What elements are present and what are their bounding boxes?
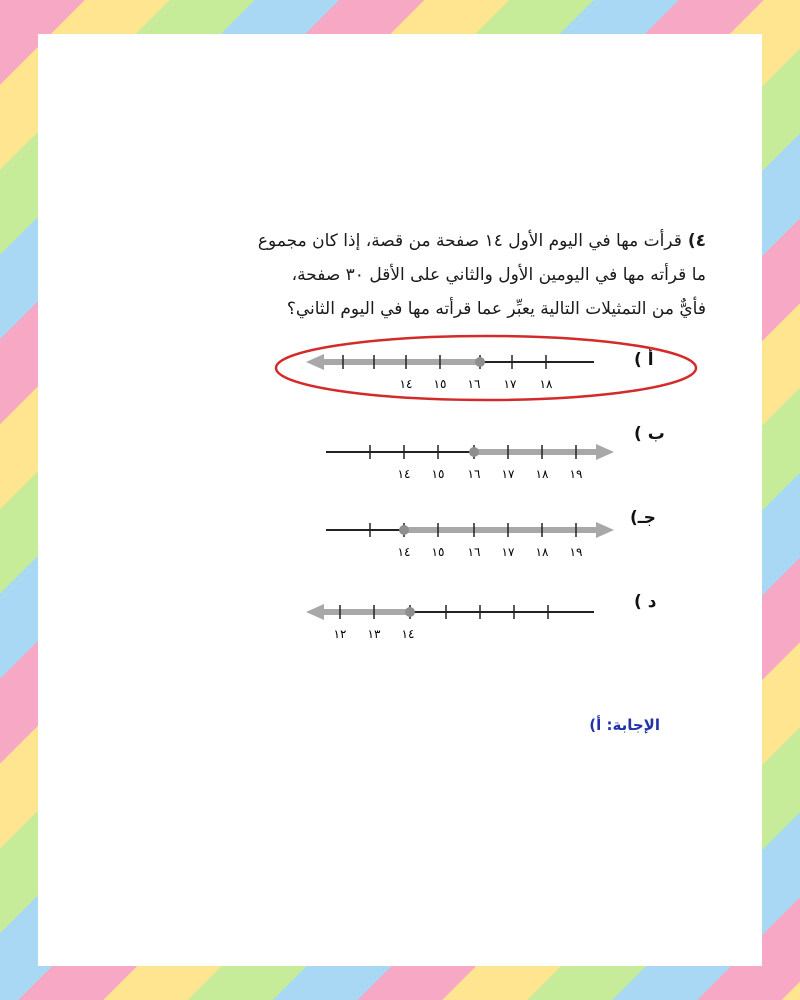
option-c-label: جـ) xyxy=(630,508,656,528)
number-line-a xyxy=(306,354,594,391)
closed-point-c xyxy=(399,525,409,535)
ray-arrow-a xyxy=(306,354,324,370)
tick-label: ١٦ xyxy=(467,545,481,559)
ray-arrow-c xyxy=(596,522,614,538)
answer-value: أ) xyxy=(589,716,602,734)
tick-label: ١٩ xyxy=(569,467,583,481)
tick-label: ١٨ xyxy=(535,467,549,481)
tick-label: ١٧ xyxy=(501,467,515,481)
answer-line xyxy=(500,716,660,734)
question-line-2: ما قرأته مها في اليومين الأول والثاني على الأقل ٣٠ صفحة، xyxy=(291,265,706,285)
tick-label: ١٩ xyxy=(569,545,583,559)
option-b-label: ب ) xyxy=(634,424,665,444)
number-line-d xyxy=(306,604,594,641)
tick-label: ١٢ xyxy=(333,627,347,641)
tick-label: ١٤ xyxy=(397,545,411,559)
answer-label: الإجابة: xyxy=(606,716,660,734)
closed-point-d xyxy=(405,607,415,617)
option-d-label: د ) xyxy=(634,592,657,612)
tick-label: ١٣ xyxy=(367,627,381,641)
closed-point-a xyxy=(475,357,485,367)
tick-label: ١٨ xyxy=(539,377,553,391)
closed-point-b xyxy=(469,447,479,457)
tick-label: ١٤ xyxy=(399,377,413,391)
tick-label: ١٦ xyxy=(467,467,481,481)
option-a-label: أ ) xyxy=(634,350,654,370)
tick-label: ١٤ xyxy=(401,627,415,641)
tick-label: ١٧ xyxy=(503,377,517,391)
tick-label: ١٥ xyxy=(433,377,447,391)
question-line-3: فأيٌّ من التمثيلات التالية يعبِّر عما قرأته مها في اليوم الثاني؟ xyxy=(286,299,706,319)
tick-label: ١٥ xyxy=(431,545,445,559)
ray-arrow-d xyxy=(306,604,324,620)
tick-label: ١٤ xyxy=(397,467,411,481)
number-line-c xyxy=(326,522,614,559)
tick-label: ١٧ xyxy=(501,545,515,559)
tick-label: ١٦ xyxy=(467,377,481,391)
question-number: ٤) xyxy=(687,231,706,251)
question-line-1: ٤)قرأت مها في اليوم الأول ١٤ صفحة من قصة، إذا كان مجموع xyxy=(257,231,706,251)
number-line-b xyxy=(326,444,614,481)
ray-arrow-b xyxy=(596,444,614,460)
tick-label: ١٨ xyxy=(535,545,549,559)
tick-label: ١٥ xyxy=(431,467,445,481)
answer-highlight-oval xyxy=(276,336,696,400)
